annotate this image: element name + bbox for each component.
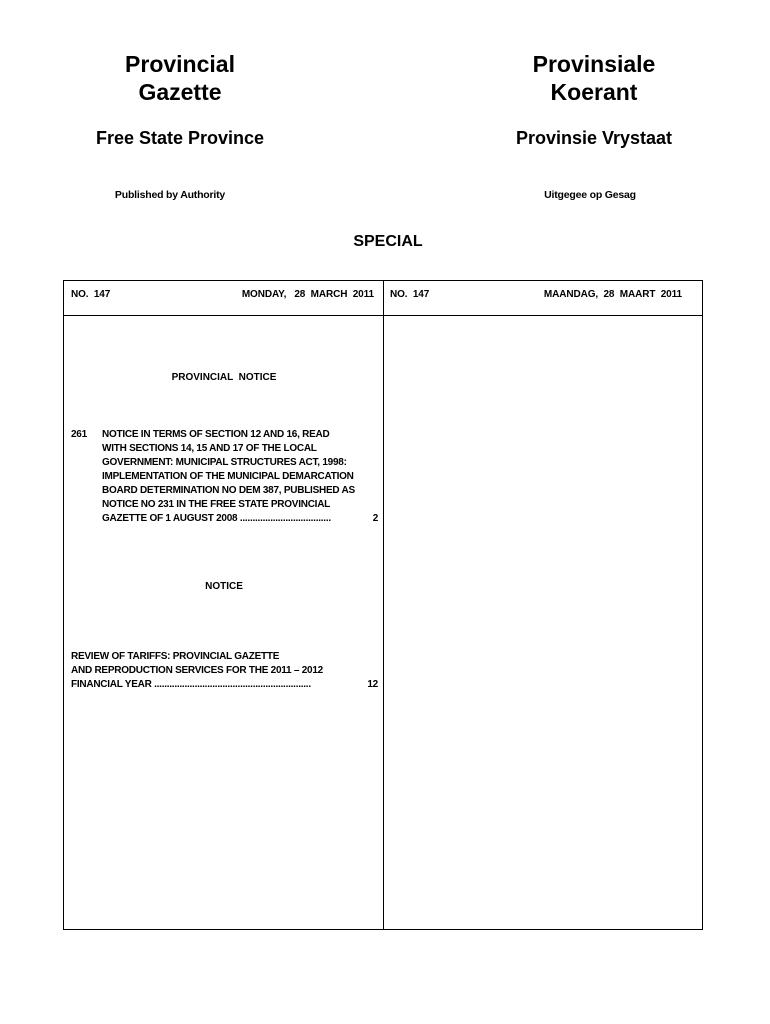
- left-title: [80, 50, 280, 106]
- header-divider: [63, 315, 703, 316]
- entry-line-dotted: FINANCIAL YEAR ..............................................................: [71, 679, 311, 690]
- header-right-number: NO. 147: [390, 289, 430, 300]
- provincial-notice-heading: PROVINCIAL NOTICE: [171, 372, 277, 383]
- right-title-line2: Koerant: [550, 79, 638, 105]
- entry-page-number: 2: [372, 513, 378, 524]
- header-left-date: MONDAY, 28 MARCH 2011: [241, 289, 374, 300]
- provincial-notice-entry: [102, 428, 378, 526]
- entry-line-dotted: GAZETTE OF 1 AUGUST 2008 ....................................: [102, 513, 331, 524]
- right-province: Provinsie Vrystaat: [515, 128, 673, 148]
- edition-label: SPECIAL: [353, 233, 423, 250]
- right-authority: Uitgegee op Gesag: [544, 189, 636, 201]
- entry-line: NOTICE IN TERMS OF SECTION 12 AND 16, READ: [102, 429, 330, 440]
- left-authority: Published by Authority: [114, 189, 226, 201]
- left-title-line1: Provincial: [125, 51, 235, 77]
- header-left-number: NO. 147: [71, 289, 111, 300]
- entry-line: AND REPRODUCTION SERVICES FOR THE 2011 – 2012: [71, 665, 323, 676]
- entry-line: BOARD DETERMINATION NO DEM 387, PUBLISHED AS: [102, 485, 355, 496]
- entry-line: GOVERNMENT: MUNICIPAL STRUCTURES ACT, 1998:: [102, 457, 347, 468]
- entry-page-number: 12: [367, 679, 378, 690]
- entry-last-line: [71, 678, 378, 692]
- column-divider: [383, 280, 384, 930]
- entry-line: NOTICE NO 231 IN THE FREE STATE PROVINCIAL: [102, 499, 331, 510]
- entry-line: WITH SECTIONS 14, 15 AND 17 OF THE LOCAL: [102, 443, 317, 454]
- notice-item-number: 261: [71, 429, 87, 440]
- notice-entry: [71, 650, 378, 692]
- notice-heading: NOTICE: [205, 581, 243, 592]
- left-province: Free State Province: [95, 128, 265, 148]
- right-title: [494, 50, 694, 106]
- header-right-date: MAANDAG, 28 MAART 2011: [543, 289, 682, 300]
- entry-line: REVIEW OF TARIFFS: PROVINCIAL GAZETTE: [71, 651, 280, 662]
- left-title-line2: Gazette: [138, 79, 222, 105]
- entry-last-line: [102, 512, 378, 526]
- entry-line: IMPLEMENTATION OF THE MUNICIPAL DEMARCATION: [102, 471, 354, 482]
- right-title-line1: Provinsiale: [532, 51, 656, 77]
